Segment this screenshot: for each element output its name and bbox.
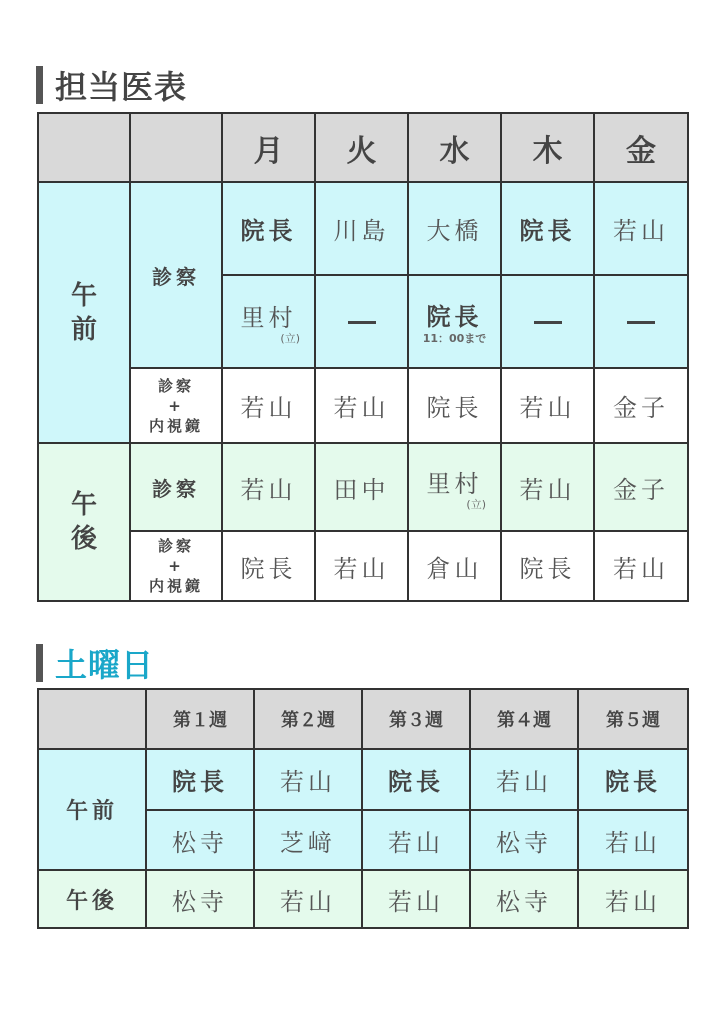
section-title-text: 土曜日 [55,646,155,684]
week-header: 第２週 [254,689,362,749]
doctor-cell: 院長 [578,749,688,810]
pm-group-label: 午後 [38,870,146,928]
doctor-cell: 若山 [222,368,315,443]
day-header: 水 [408,113,501,182]
dash-mark [627,321,655,324]
header-row [38,113,688,182]
note-text: (立) [280,332,300,345]
doctor-cell: 院長 [501,182,594,275]
doctor-cell: 若山 [254,870,362,928]
pm-group-label: 午 後 [38,443,130,601]
doctor-cell: 若山 [501,368,594,443]
doctor-schedule-table [37,112,689,602]
sat-am-row-1 [38,749,688,810]
doctor-cell: 若山 [470,749,578,810]
header-row [38,689,688,749]
doctor-cell: 院長 11：00まで [408,275,501,368]
doctor-cell: 松寺 [146,810,254,870]
doctor-cell: 若山 [315,531,408,601]
doctor-cell: 若山 [501,443,594,531]
doctor-cell: 松寺 [470,810,578,870]
doctor-cell: 院長 [362,749,470,810]
no-doctor-cell [501,275,594,368]
doctor-cell: 若山 [578,810,688,870]
day-header: 金 [594,113,688,182]
doctor-cell: 若山 [362,870,470,928]
day-header: 火 [315,113,408,182]
section-title-saturday [36,640,154,686]
dash-mark [534,321,562,324]
exam-row-label: 診察 [130,443,222,531]
am-combo-row [38,368,688,443]
doctor-cell: 院長 [501,531,594,601]
doctor-cell: 里村 (立) [222,275,315,368]
am-group-label: 午前 [38,749,146,870]
doctor-cell: 田中 [315,443,408,531]
doctor-cell: 若山 [315,368,408,443]
sat-pm-row [38,870,688,928]
exam-row-label: 診察 [130,182,222,368]
doctor-cell: 川島 [315,182,408,275]
doctor-cell: 大橋 [408,182,501,275]
day-header: 月 [222,113,315,182]
week-header: 第４週 [470,689,578,749]
doctor-cell: 若山 [594,531,688,601]
no-doctor-cell [315,275,408,368]
doctor-cell: 金子 [594,368,688,443]
no-doctor-cell [594,275,688,368]
doctor-cell: 若山 [222,443,315,531]
header-empty-cell [38,689,146,749]
day-header: 木 [501,113,594,182]
doctor-cell: 院長 [146,749,254,810]
week-header: 第１週 [146,689,254,749]
doctor-cell: 院長 [222,182,315,275]
doctor-cell: 芝﨑 [254,810,362,870]
am-exam-row-1 [38,182,688,275]
header-empty-cell [130,113,222,182]
doctor-cell: 若山 [362,810,470,870]
pm-combo-row [38,531,688,601]
section-title-main [36,62,187,108]
doctor-cell: 松寺 [470,870,578,928]
doctor-cell: 里村 (立) [408,443,501,531]
doctor-cell: 倉山 [408,531,501,601]
dash-mark [348,321,376,324]
title-bar [36,644,43,682]
note-text: 11：00まで [422,332,487,345]
title-bar [36,66,43,104]
doctor-cell: 若山 [254,749,362,810]
doctor-cell: 院長 [408,368,501,443]
doctor-cell: 金子 [594,443,688,531]
header-empty-cell [38,113,130,182]
doctor-cell: 院長 [222,531,315,601]
exam-endoscopy-label: 診察 + 内視鏡 [130,368,222,443]
week-header: 第５週 [578,689,688,749]
exam-endoscopy-label: 診察 + 内視鏡 [130,531,222,601]
am-group-label: 午 前 [38,182,130,443]
saturday-schedule-table [37,688,689,929]
week-header: 第３週 [362,689,470,749]
pm-exam-row [38,443,688,531]
doctor-cell: 若山 [594,182,688,275]
doctor-cell: 松寺 [146,870,254,928]
section-title-text: 担当医表 [55,68,188,106]
doctor-cell: 若山 [578,870,688,928]
note-text: (立) [466,497,486,511]
